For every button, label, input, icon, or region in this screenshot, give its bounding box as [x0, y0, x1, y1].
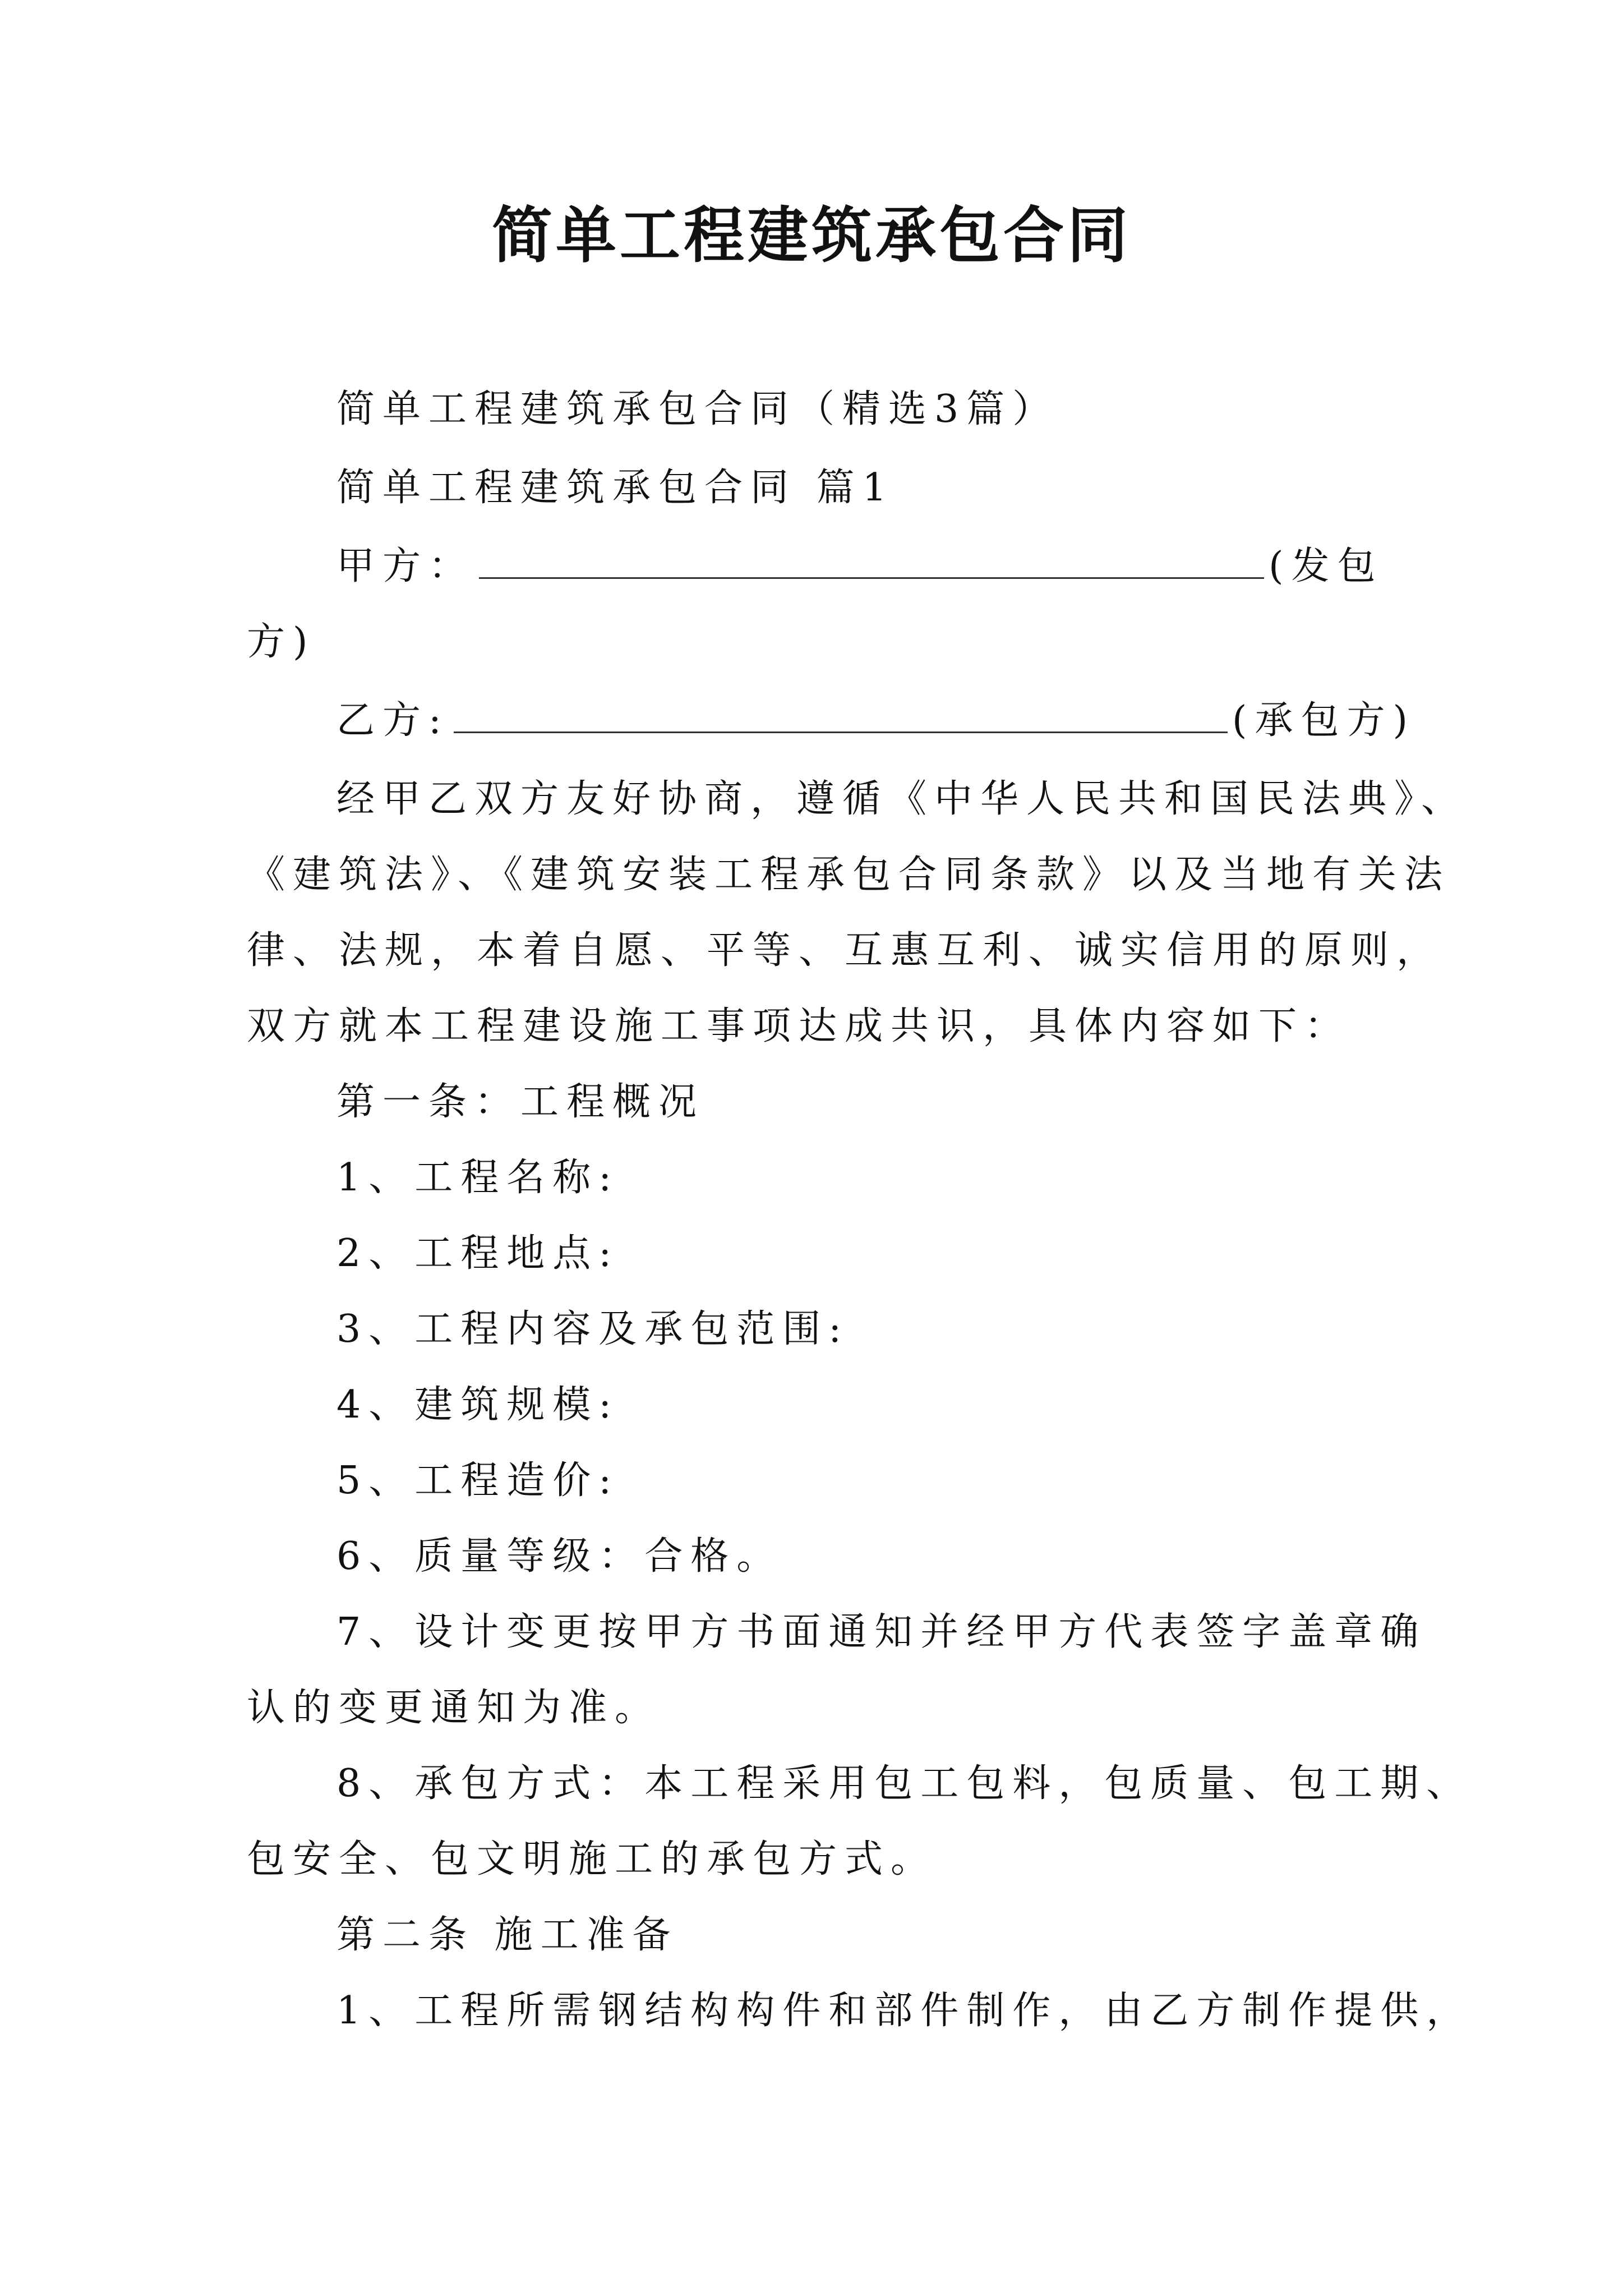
- party-a-role-end: 方): [247, 620, 316, 664]
- subtitle-part-1: 简单工程建筑承包合同 篇1: [336, 466, 895, 510]
- list-item: 6、质量等级：合格。: [336, 1534, 783, 1579]
- list-item-continuation: 包安全、包文明施工的承包方式。: [247, 1837, 937, 1881]
- party-a-label: 甲方：: [336, 544, 475, 588]
- section-heading-2: 第二条 施工准备: [336, 1913, 679, 1957]
- paragraph-line: 经甲乙双方友好协商，遵循《中华人民共和国民法典》、: [336, 777, 1468, 821]
- document-title: 简单工程建筑承包合同: [491, 200, 1131, 271]
- list-item: 5、工程造价:: [336, 1458, 620, 1503]
- party-a-line: [336, 539, 1384, 595]
- paragraph-line: 《建筑法》、《建筑安装工程承包合同条款》以及当地有关法: [247, 853, 1451, 897]
- list-item: 4、建筑规模:: [336, 1383, 620, 1427]
- list-item-continuation: 认的变更通知为准。: [247, 1686, 661, 1730]
- list-item: 2、工程地点:: [336, 1231, 620, 1276]
- list-item: 8、承包方式：本工程采用包工包料，包质量、包工期、: [336, 1761, 1473, 1806]
- paragraph-line: 律、法规，本着自愿、平等、互惠互利、诚实信用的原则，: [247, 928, 1443, 973]
- party-b-label: 乙方:: [336, 698, 449, 743]
- party-a-blank: [479, 542, 1264, 579]
- party-b-blank: [454, 697, 1228, 733]
- party-b-line: [336, 693, 1415, 749]
- list-item: 7、设计变更按甲方书面通知并经甲方代表签字盖章确: [336, 1610, 1427, 1654]
- paragraph-line: 双方就本工程建设施工事项达成共识，具体内容如下：: [247, 1004, 1351, 1048]
- list-item: 1、工程名称:: [336, 1156, 620, 1200]
- list-item: 1、工程所需钢结构构件和部件制作，由乙方制作提供，: [336, 1989, 1473, 2033]
- list-item: 3、工程内容及承包范围:: [336, 1307, 850, 1351]
- section-heading-1: 第一条：工程概况: [336, 1080, 705, 1124]
- party-a-role-start: (发包: [1269, 544, 1384, 588]
- subtitle-selection: 简单工程建筑承包合同（精选3篇）: [336, 387, 1059, 431]
- party-b-role: (承包方): [1232, 698, 1415, 743]
